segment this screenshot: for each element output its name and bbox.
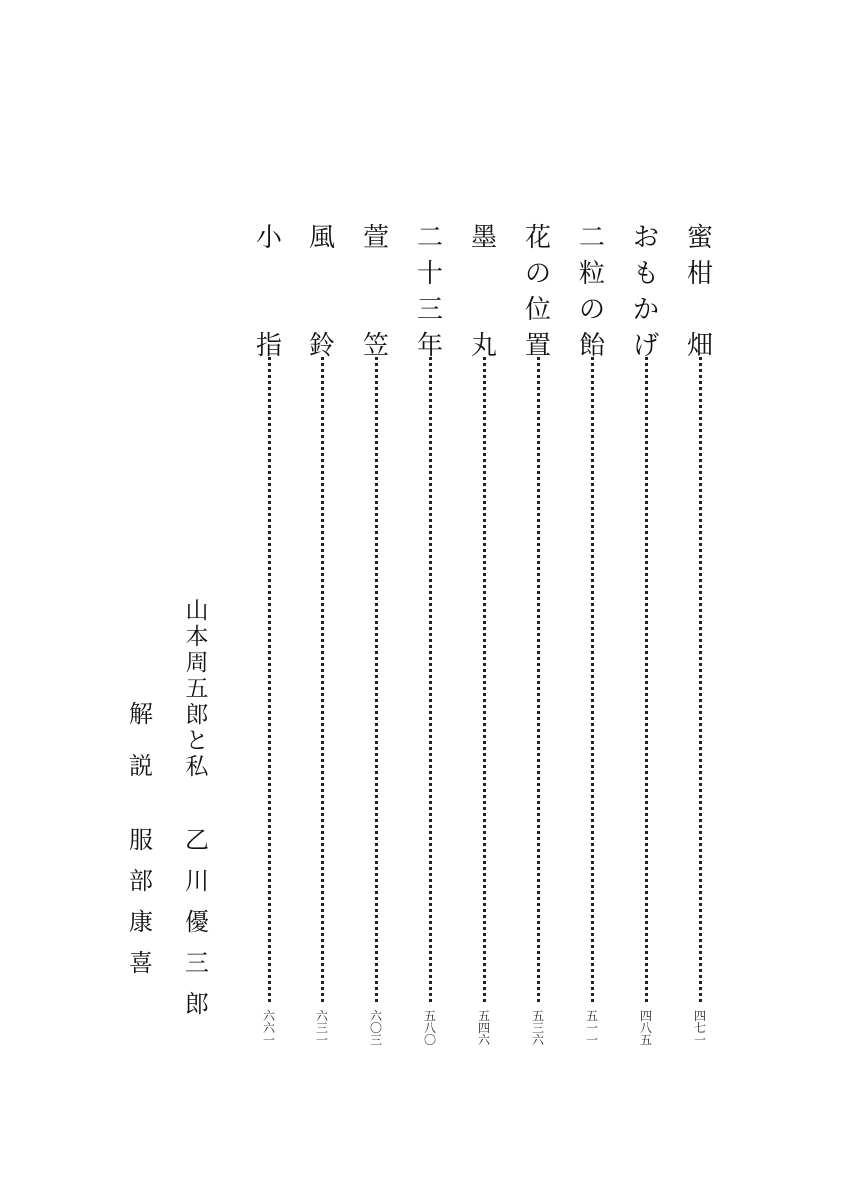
dotted-leader xyxy=(591,357,594,1002)
page-digit: 五 xyxy=(477,1009,490,1023)
title-char: 萱 xyxy=(362,223,389,253)
title-char xyxy=(305,256,339,292)
dotted-leader xyxy=(375,357,378,1002)
title-char: 十 xyxy=(416,259,443,289)
dotted-leader xyxy=(429,357,432,1002)
page-digit: 三 xyxy=(315,1021,328,1035)
toc-entry-title xyxy=(305,220,339,364)
title-char: お xyxy=(632,223,659,253)
toc-entry-title xyxy=(575,220,609,364)
title-char: 畑 xyxy=(686,331,713,361)
title-char: も xyxy=(632,259,659,289)
commentary-author xyxy=(124,820,158,984)
essay-author-char: 三 xyxy=(185,949,209,977)
title-char xyxy=(252,292,286,328)
page-digit: 三 xyxy=(531,1021,544,1035)
title-char xyxy=(683,292,717,328)
dotted-leader xyxy=(268,357,271,1002)
page-digit: 五 xyxy=(423,1009,436,1023)
title-char: 鈴 xyxy=(308,331,335,361)
page-digit: 一 xyxy=(262,1033,275,1047)
title-char: 指 xyxy=(255,331,282,361)
title-char: 小 xyxy=(255,223,282,253)
title-char: 風 xyxy=(308,223,335,253)
title-char: 二 xyxy=(578,223,605,253)
toc-page-number xyxy=(359,1010,393,1046)
page-digit: 五 xyxy=(531,1009,544,1023)
title-char: 年 xyxy=(416,331,443,361)
title-char xyxy=(467,292,501,328)
commentary-label[interactable] xyxy=(124,688,158,792)
essay-title-char: 本 xyxy=(185,624,209,650)
toc-page-number xyxy=(305,1010,339,1046)
toc-page-number xyxy=(575,1010,609,1046)
title-char: の xyxy=(578,295,605,325)
commentary-label-char: 説 xyxy=(129,752,153,780)
commentary-author-char: 部 xyxy=(129,867,153,895)
essay-title[interactable] xyxy=(180,598,214,780)
page-digit: 六 xyxy=(262,1009,275,1023)
title-char: げ xyxy=(632,331,659,361)
toc-entry-title xyxy=(467,220,501,364)
title-char: 丸 xyxy=(470,331,497,361)
dotted-leader xyxy=(699,357,702,1002)
title-char xyxy=(359,256,393,292)
toc-entry-title xyxy=(252,220,286,364)
title-char xyxy=(252,256,286,292)
title-char xyxy=(359,292,393,328)
toc-page-number xyxy=(252,1010,286,1046)
toc-entry-title xyxy=(413,220,447,364)
page-digit: 八 xyxy=(639,1021,652,1035)
page-digit: 三 xyxy=(369,1033,382,1047)
title-char: 墨 xyxy=(470,223,497,253)
title-char: 飴 xyxy=(578,331,605,361)
page-digit: 一 xyxy=(315,1033,328,1047)
essay-title-char: 山 xyxy=(185,598,209,624)
commentary-author-char: 喜 xyxy=(129,949,153,977)
title-char: 三 xyxy=(416,295,443,325)
toc-page-number xyxy=(521,1010,555,1046)
toc-page-number xyxy=(467,1010,501,1046)
page-digit: 四 xyxy=(693,1009,706,1023)
page-digit: 六 xyxy=(477,1033,490,1047)
essay-title-char: 五 xyxy=(185,676,209,702)
essay-title-char: 私 xyxy=(185,754,209,780)
essay-author-char: 川 xyxy=(185,867,209,895)
title-char: 花 xyxy=(524,223,551,253)
page-digit: 五 xyxy=(585,1009,598,1023)
page-digit: 八 xyxy=(423,1021,436,1035)
dotted-leader xyxy=(537,357,540,1002)
toc-entry-title xyxy=(629,220,663,364)
essay-author-char: 優 xyxy=(185,908,209,936)
toc-page-number xyxy=(683,1010,717,1046)
title-char: か xyxy=(632,295,659,325)
title-char: 二 xyxy=(416,223,443,253)
page-digit: 六 xyxy=(531,1033,544,1047)
page-digit: 一 xyxy=(585,1033,598,1047)
toc-page-number xyxy=(629,1010,663,1046)
dotted-leader xyxy=(483,357,486,1002)
page-digit: 〇 xyxy=(369,1021,382,1035)
title-char xyxy=(305,292,339,328)
commentary-author-char: 康 xyxy=(129,908,153,936)
page-digit: 六 xyxy=(315,1009,328,1023)
essay-author-char: 郎 xyxy=(185,990,209,1018)
page-digit: 四 xyxy=(639,1009,652,1023)
page-digit: 七 xyxy=(693,1021,706,1035)
commentary-author-char: 服 xyxy=(129,826,153,854)
dotted-leader xyxy=(645,357,648,1002)
toc-entry-title xyxy=(521,220,555,364)
essay-title-char: 周 xyxy=(185,650,209,676)
title-char xyxy=(467,256,501,292)
page-digit: 六 xyxy=(369,1009,382,1023)
page-digit: 〇 xyxy=(423,1033,436,1047)
toc-page-number xyxy=(413,1010,447,1046)
essay-author-char: 乙 xyxy=(185,826,209,854)
title-char: の xyxy=(524,259,551,289)
toc-entry-title xyxy=(359,220,393,364)
essay-title-char: と xyxy=(185,728,209,754)
commentary-label-char: 解 xyxy=(129,700,153,728)
page-digit: 五 xyxy=(639,1033,652,1047)
essay-title-char: 郎 xyxy=(185,702,209,728)
title-char: 笠 xyxy=(362,331,389,361)
title-char: 位 xyxy=(524,295,551,325)
page-digit: 一 xyxy=(693,1033,706,1047)
toc-entry-title xyxy=(683,220,717,364)
dotted-leader xyxy=(321,357,324,1002)
title-char: 柑 xyxy=(686,259,713,289)
title-char: 粒 xyxy=(578,259,605,289)
page-digit: 一 xyxy=(585,1021,598,1035)
page-digit: 四 xyxy=(477,1021,490,1035)
page-digit: 六 xyxy=(262,1021,275,1035)
essay-author xyxy=(180,820,214,1025)
title-char: 置 xyxy=(524,331,551,361)
title-char: 蜜 xyxy=(686,223,713,253)
